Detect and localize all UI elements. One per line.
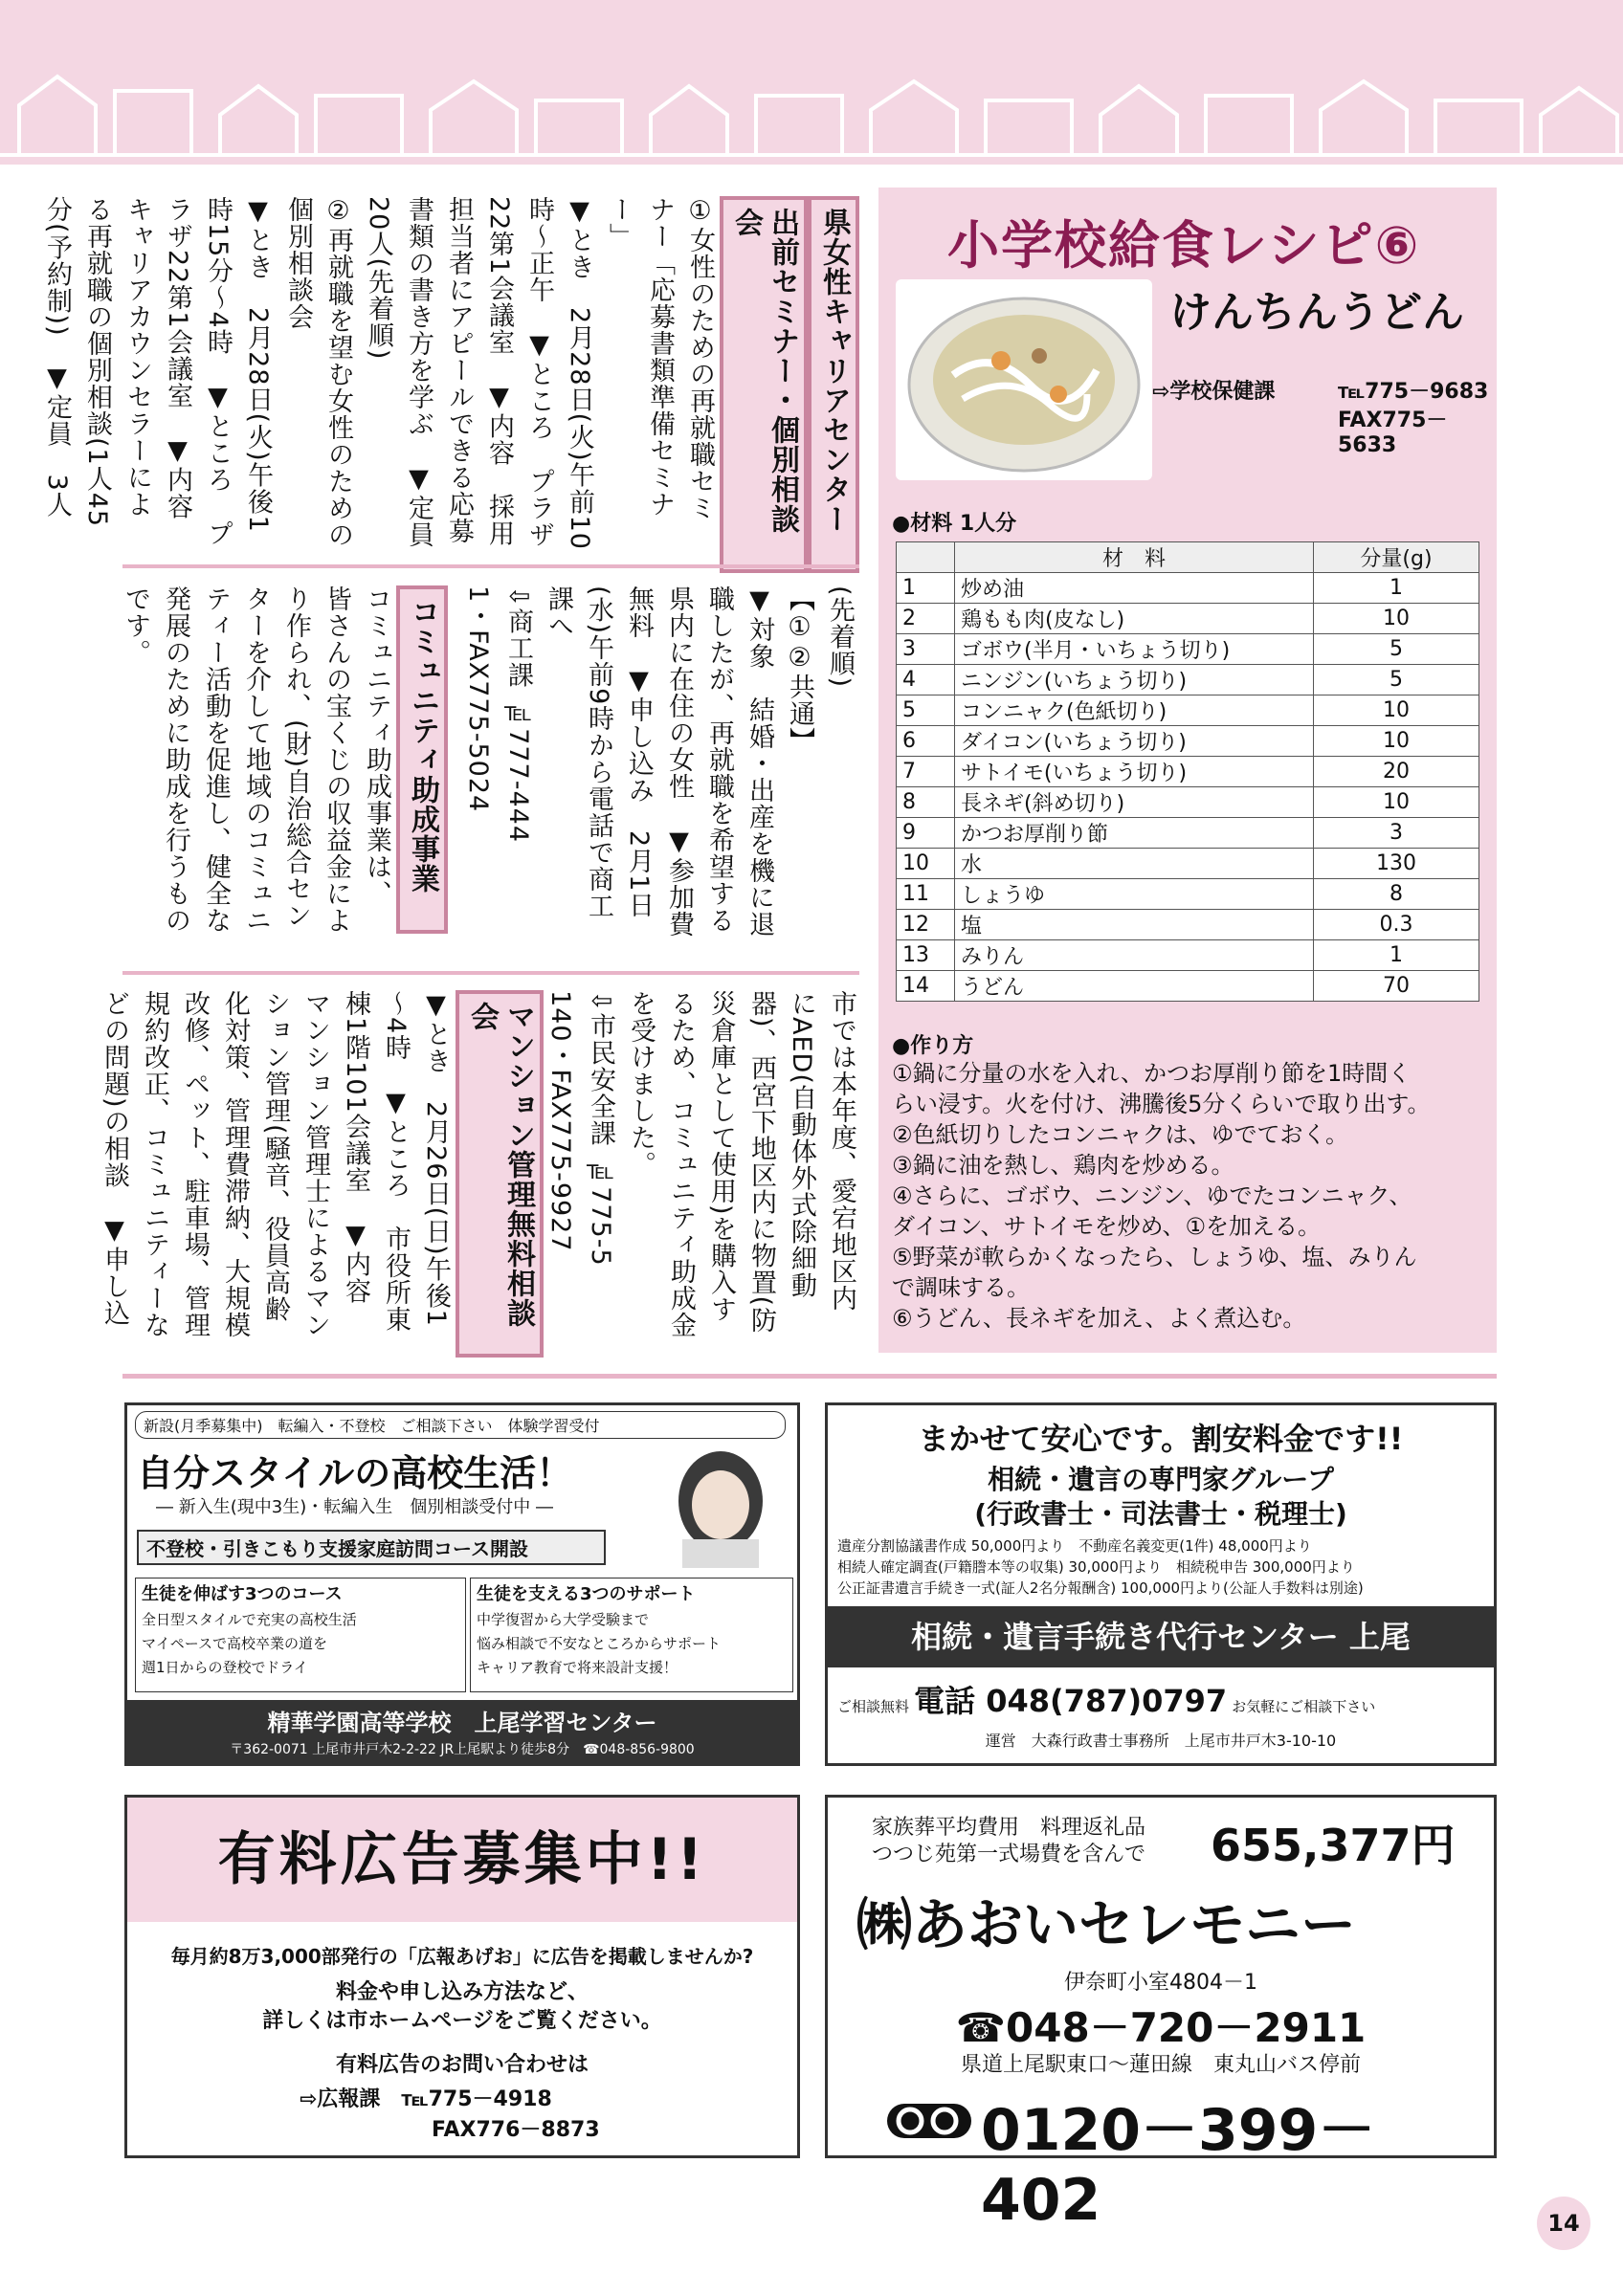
- ad-inherit-sub2: (行政書士・司法書士・税理士): [974, 1498, 1347, 1530]
- text-line: ⇩市民安全課 ℡775-5: [586, 990, 615, 1267]
- text-line: ▼とき 2月26日(日)午後1: [421, 990, 451, 1327]
- row-name: 塩: [955, 910, 1314, 940]
- price-item: 相続人確定調査(戸籍謄本等の収集) 30,000円より: [837, 1558, 1162, 1576]
- row-name: 鶏もも肉(皮なし): [955, 604, 1314, 634]
- row-amount: 1: [1314, 940, 1479, 971]
- career-seminar-subtitle: 出前セミナー・個別相談会: [720, 196, 808, 573]
- text-line: 改修、ペット、駐車場、管理: [180, 990, 210, 1338]
- table-row: [897, 879, 1479, 910]
- career-seminar-title: 県女性キャリアセンター: [808, 196, 859, 573]
- text-line: 時15分～4時 ▼ところ プ: [203, 196, 233, 547]
- row-amount: 10: [1314, 604, 1479, 634]
- ad-recruit-line4: 有料広告のお問い合わせは: [335, 2053, 589, 2077]
- text-line: 県内に在住の女性 ▼参加費: [664, 585, 694, 938]
- row-amount: 5: [1314, 665, 1479, 695]
- text-line: にAED(自動体外式除細動: [787, 990, 816, 1299]
- ad-school-left-box: [135, 1578, 466, 1692]
- row-no: 12: [897, 910, 955, 940]
- text-line: キャリアカウンセラーによ: [122, 196, 152, 518]
- text-line: る再就職の個別相談(1人45: [82, 196, 112, 528]
- text-line: 皆さんの宝くじの収益金によ: [322, 585, 351, 934]
- text-line: 140・FAX775-9927: [545, 990, 575, 1252]
- divider: [122, 564, 859, 568]
- header-banner: [0, 0, 1623, 165]
- price-item: 遺産分割協議書作成 50,000円より: [837, 1537, 1065, 1555]
- row-name: しょうゆ: [955, 879, 1314, 910]
- row-amount: 10: [1314, 695, 1479, 726]
- step-line: ④さらに、ゴボウ、ニンジン、ゆでたコンニャク、: [892, 1182, 1412, 1209]
- ad-ceremony-address: 伊奈町小室4804－1: [1064, 1971, 1257, 1995]
- row-no: 14: [897, 971, 955, 1002]
- table-row: [897, 695, 1479, 726]
- row-name: サトイモ(いちょう切り): [955, 757, 1314, 787]
- ad-school-right-item: 悩み相談で不安なところからサポート: [477, 1635, 722, 1652]
- recipe-title: 小学校給食レシピ⑥: [947, 215, 1421, 276]
- ad-school-left-item: マイペースで高校卒業の道を: [142, 1635, 327, 1652]
- text-line: り作られ、(財)自治総合セン: [281, 585, 311, 930]
- text-line: 1・FAX775-5024: [463, 585, 493, 813]
- career-seminar-article: [42, 196, 859, 560]
- ad-recruit-line1: 毎月約8万3,000部発行の「広報あげお」に広告を掲載しませんか?: [170, 1945, 754, 1968]
- text-line: 無料 ▼申し込み 2月1日: [624, 585, 654, 919]
- price-item: 公正証書遺言手続き一式(証人2名分報酬含) 100,000円より(公証人手数料は別途): [837, 1579, 1364, 1597]
- recipe-contact: ⇨学校保健課: [1152, 380, 1276, 404]
- student-portrait-illustration: [644, 1444, 788, 1568]
- text-line: ターを介して地域のコミュニ: [241, 585, 271, 934]
- row-no: 7: [897, 757, 955, 787]
- text-line: ②再就職を望む女性のための: [323, 196, 353, 548]
- row-name: ゴボウ(半月・いちょう切り): [955, 634, 1314, 665]
- ad-school-left-item: 全日型スタイルで充実の高校生活: [142, 1611, 357, 1628]
- udon-bowl-illustration: [896, 279, 1152, 480]
- row-no: 13: [897, 940, 955, 971]
- method-steps: [892, 1058, 1495, 1334]
- ad-inheritance[interactable]: [825, 1402, 1497, 1766]
- text-line: 器)、西宮下地区内に物置(防: [746, 990, 776, 1335]
- ad-inherit-tel[interactable]: 電話 048(787)0797: [914, 1683, 1228, 1719]
- page-number: 14: [1547, 2210, 1580, 2237]
- recipe-fax: FAX775－5633: [1338, 408, 1448, 457]
- ad-inherit-tel-row: [837, 1677, 1488, 1721]
- text-line: ション管理(騒音、役員高齢: [260, 990, 290, 1323]
- row-amount: 3: [1314, 818, 1479, 849]
- ad-school-top: 新設(月季募集中) 転編入・不登校 ご相談下さい 体験学習受付: [135, 1411, 786, 1439]
- text-line: ⇩商工課 ℡777-444: [503, 585, 533, 844]
- freedial-icon-svg: [885, 2096, 973, 2144]
- ad-school-headline: 自分スタイルの高校生活！: [137, 1452, 573, 1494]
- price-row: [837, 1578, 1488, 1599]
- table-row: [897, 573, 1479, 604]
- ad-recruit-line6: FAX776－8873: [432, 2118, 600, 2142]
- freedial-icon: [885, 2096, 973, 2144]
- recipe-tel: ℡775－9683: [1338, 380, 1489, 404]
- text-line: 分(予約制)) ▼定員 3人: [42, 196, 72, 519]
- step-line: ダイコン、サトイモを炒め、①を加える。: [892, 1213, 1321, 1240]
- ad-school-footer: [127, 1700, 797, 1763]
- ad-school-right-box: [470, 1578, 793, 1692]
- table-row: [897, 971, 1479, 1002]
- text-line: ▼とき 2月28日(火)午前10: [565, 196, 594, 550]
- table-row: [897, 818, 1479, 849]
- mansion-consultation-article: [100, 990, 544, 1354]
- ad-inherit-headline: まかせて安心です。割安料金です!!: [918, 1421, 1404, 1457]
- text-line: です。: [121, 585, 150, 666]
- text-line: ～4時 ▼ところ 市役所東: [381, 990, 411, 1334]
- ad-school-right-head: 生徒を支える3つのサポート: [477, 1584, 696, 1604]
- text-line: 個別相談会: [283, 196, 313, 330]
- community-grant-article: [122, 585, 448, 968]
- ad-ceremony-line2: つつじ苑第一式場費を含んで: [872, 1843, 1146, 1866]
- text-line: (先着順): [825, 585, 855, 689]
- price-item: 不動産名義変更(1件) 48,000円より: [1078, 1537, 1312, 1555]
- row-amount: 130: [1314, 849, 1479, 879]
- text-line: コミュニティ助成事業は、: [362, 585, 391, 907]
- row-name: 長ネギ(斜め切り): [955, 787, 1314, 818]
- text-line: 22第1会議室 ▼内容 採用: [484, 196, 514, 547]
- ad-inherit-name: 相続・遺言手続き代行センター 上尾: [828, 1606, 1494, 1667]
- row-amount: 0.3: [1314, 910, 1479, 940]
- row-amount: 1: [1314, 573, 1479, 604]
- column-header-amount: 分量(g): [1314, 542, 1479, 573]
- text-line: ティー活動を促進し、健全な: [201, 585, 231, 934]
- text-line: 市では本年度、愛宕地区内: [827, 990, 856, 1312]
- text-line: を受けました。: [626, 990, 656, 1178]
- divider: [122, 971, 859, 975]
- row-no: 3: [897, 634, 955, 665]
- ad-recruit-header: [127, 1798, 797, 1922]
- text-line: 20人(先着順): [364, 196, 393, 361]
- step-line: ⑥うどん、長ネギを加え、よく煮込む。: [892, 1305, 1306, 1332]
- text-line: 化対策、管理費滞納、大規模: [220, 990, 250, 1338]
- step-line: ②色紙切りしたコンニャクは、ゆでておく。: [892, 1121, 1349, 1148]
- row-no: 11: [897, 879, 955, 910]
- row-no: 8: [897, 787, 955, 818]
- text-line: 担当者にアピールできる応募: [444, 196, 474, 544]
- ad-school-sub: ― 新入生(現中3生)・転編入生 個別相談受付中 ―: [156, 1497, 553, 1517]
- ad-recruit-headline: 有料広告募集中!!: [217, 1826, 707, 1893]
- recipe-panel: [878, 188, 1497, 1353]
- row-name: ダイコン(いちょう切り): [955, 726, 1314, 757]
- ad-inherit-tel-note: お気軽にご相談下さい: [1232, 1698, 1376, 1715]
- ad-recruit-line3: 詳しくは市ホームページをご覧ください。: [262, 2009, 662, 2033]
- ad-ceremony-bus: 県道上尾駅東口～蓮田線 東丸山バス停前: [960, 2053, 1361, 2077]
- row-name: 炒め油: [955, 573, 1314, 604]
- text-line: 職したが、再就職を希望する: [704, 585, 734, 934]
- ad-school-right-item: キャリア教育で将来設計支援！: [477, 1659, 678, 1676]
- price-item: 相続税申告 300,000円より: [1175, 1558, 1355, 1576]
- ad-ceremony-tel[interactable]: ☎048－720－2911: [955, 2004, 1367, 2051]
- method-heading: ●作り方: [892, 1034, 974, 1058]
- ad-school-address: 〒362-0071 上尾市井戸木2-2-22 JR上尾駅より徒歩8分 ☎048-856-9800: [230, 1742, 695, 1757]
- community-grant-title: コミュニティ助成事業: [396, 585, 448, 934]
- ad-school-course: 不登校・引きこもり支援家庭訪問コース開設: [137, 1530, 606, 1565]
- ingredients-table: [896, 541, 1479, 1002]
- table-row: [897, 634, 1479, 665]
- text-line: 書類の書き方を学ぶ ▼定員: [404, 196, 434, 548]
- townscape-illustration: [0, 0, 1623, 165]
- ad-inherit-tel-label: ご相談無料: [837, 1698, 910, 1715]
- page-number-badge: [1537, 2197, 1590, 2250]
- ad-ceremony-price: 655,377円: [1211, 1820, 1456, 1871]
- text-line: ▼とき 2月28日(火)午後1: [243, 196, 273, 533]
- row-amount: 10: [1314, 726, 1479, 757]
- table-row: [897, 604, 1479, 634]
- row-no: 1: [897, 573, 955, 604]
- row-amount: 5: [1314, 634, 1479, 665]
- row-no: 5: [897, 695, 955, 726]
- ad-school-left-item: 週1日からの登校でドライ: [142, 1659, 308, 1676]
- table-row: [897, 787, 1479, 818]
- ad-school-right-item: 中学復習から大学受験まで: [477, 1611, 650, 1628]
- ad-inherit-sub1: 相続・遺言の専門家グループ: [988, 1464, 1334, 1495]
- ad-school-left-head: 生徒を伸ばす3つのコース: [142, 1584, 343, 1604]
- table-row: [897, 910, 1479, 940]
- ad-inherit-price-list: [837, 1535, 1488, 1599]
- ad-ceremony-freedial[interactable]: 0120－399－402: [981, 2097, 1376, 2234]
- table-row: [897, 665, 1479, 695]
- aed-article: [545, 990, 861, 1354]
- step-line: ①鍋に分量の水を入れ、かつお厚削り節を1時間く: [892, 1060, 1412, 1087]
- mansion-consultation-title: マンション管理無料相談会: [456, 990, 544, 1358]
- row-name: ニンジン(いちょう切り): [955, 665, 1314, 695]
- price-row: [837, 1556, 1488, 1578]
- row-name: 水: [955, 849, 1314, 879]
- ad-recruit[interactable]: [124, 1795, 800, 2158]
- row-amount: 70: [1314, 971, 1479, 1002]
- text-line: 規約改正、コミュニティーな: [140, 990, 169, 1338]
- ad-ceremony-name: ㈱あおいセレモニー: [856, 1892, 1357, 1957]
- dish-name: けんちんうどん: [1169, 288, 1464, 337]
- text-line: マンション管理士によるマン: [300, 990, 330, 1338]
- text-line: 棟1階101会議室 ▼内容: [341, 990, 370, 1305]
- row-no: 6: [897, 726, 955, 757]
- step-line: で調味する。: [892, 1274, 1030, 1301]
- student-photo: [644, 1444, 788, 1568]
- row-name: うどん: [955, 971, 1314, 1002]
- row-no: 4: [897, 665, 955, 695]
- row-no: 9: [897, 818, 955, 849]
- text-line: (水)午前9時から電話で商工: [584, 585, 613, 920]
- text-line: ラザ22第1会議室 ▼内容: [163, 196, 192, 520]
- step-line: ③鍋に油を熱し、鶏肉を炒める。: [892, 1152, 1234, 1179]
- column-header-no: [897, 542, 955, 573]
- ad-ceremony[interactable]: [825, 1795, 1497, 2234]
- text-line: ▼対象 結婚・出産を機に退: [745, 585, 774, 938]
- ad-recruit-line2: 料金や申し込み方法など、: [335, 1980, 589, 2004]
- text-line: 発展のために助成を行うもの: [161, 585, 190, 934]
- text-line: 【①②共通】: [785, 585, 814, 754]
- table-row: [897, 726, 1479, 757]
- row-no: 10: [897, 849, 955, 879]
- table-row: [897, 940, 1479, 971]
- price-row: [837, 1535, 1488, 1556]
- row-no: 2: [897, 604, 955, 634]
- row-amount: 20: [1314, 757, 1479, 787]
- text-line: どの問題)の相談 ▼申し込: [100, 990, 129, 1327]
- text-line: 災倉庫として使用)を購入す: [706, 990, 736, 1323]
- table-row: [897, 757, 1479, 787]
- row-amount: 8: [1314, 879, 1479, 910]
- step-line: ⑤野菜が軟らかくなったら、しょうゆ、塩、みりん: [892, 1244, 1417, 1270]
- row-amount: 10: [1314, 787, 1479, 818]
- text-line: ①女性のための再就職セミ: [685, 196, 715, 521]
- column-header-material: 材 料: [955, 542, 1314, 573]
- row-name: コンニャク(色紙切り): [955, 695, 1314, 726]
- materials-heading: ●材料 1人分: [892, 512, 1017, 536]
- text-line: 時～正午 ▼ところ プラザ: [524, 196, 554, 548]
- ad-school-name: 精華学園高等学校 上尾学習センター: [267, 1710, 657, 1736]
- table-header-row: [897, 542, 1479, 573]
- text-line: ナー「応募書類準備セミナー」: [605, 196, 675, 518]
- row-name: かつお厚削り節: [955, 818, 1314, 849]
- ad-recruit-line5: ⇨広報課 ℡775－4918: [300, 2087, 552, 2111]
- dish-photo: [896, 279, 1152, 480]
- ad-school[interactable]: [124, 1402, 800, 1766]
- section-divider: [122, 1374, 1497, 1379]
- row-name: みりん: [955, 940, 1314, 971]
- ad-ceremony-line1: 家族葬平均費用 料理返礼品: [872, 1816, 1146, 1840]
- text-line: るため、コミュニティ助成金: [666, 990, 696, 1338]
- ad-inherit-operator: 運営 大森行政書士事務所 上尾市井戸木3-10-10: [985, 1732, 1337, 1750]
- step-line: らい浸す。火を付け、沸騰後5分くらいで取り出す。: [892, 1091, 1431, 1117]
- table-row: [897, 849, 1479, 879]
- career-seminar-common: [450, 585, 859, 968]
- text-line: 課へ: [544, 585, 573, 639]
